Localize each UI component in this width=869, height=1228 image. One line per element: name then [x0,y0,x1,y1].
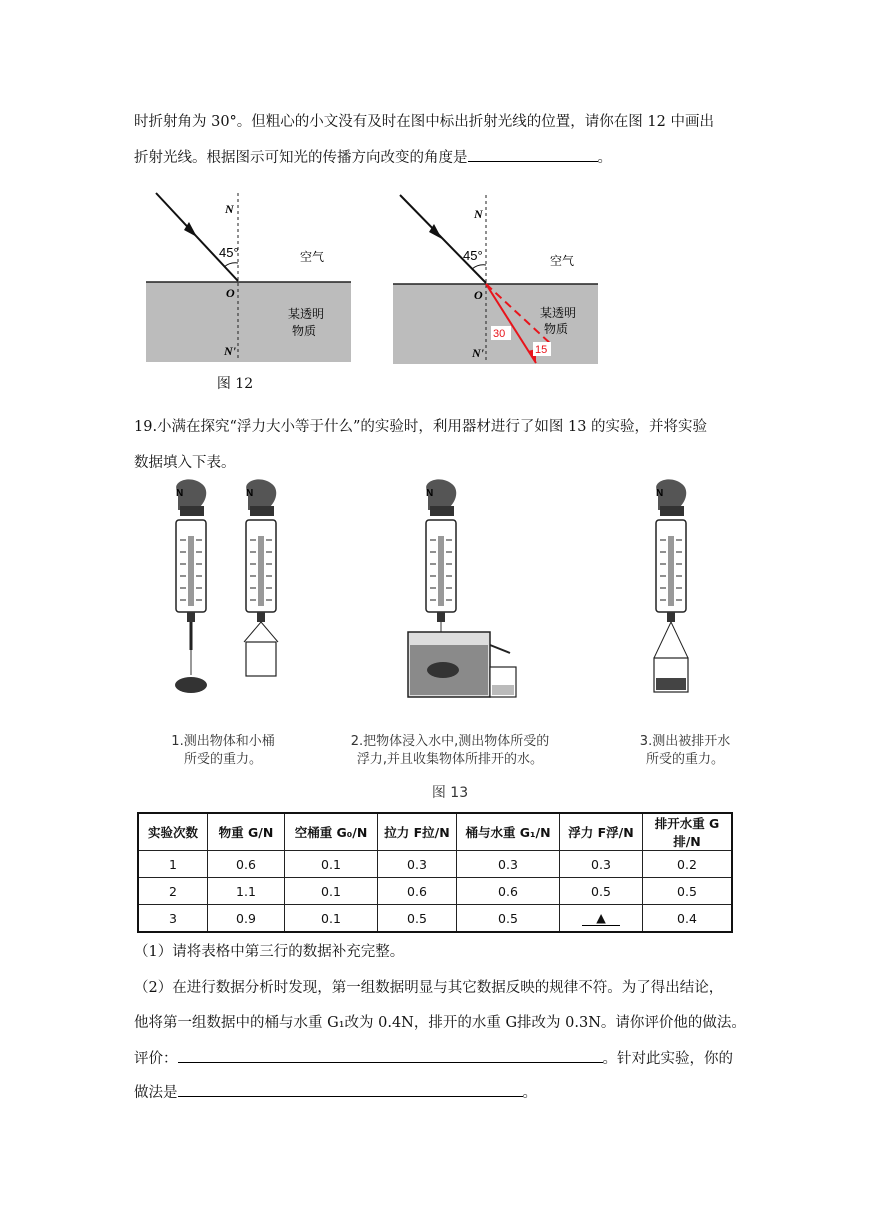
medium-block [146,282,351,362]
table-cell: 0.6 [457,878,560,905]
table-cell: 0.3 [457,851,560,878]
label-angle: 45° [219,245,239,260]
table-cell: 0.5 [560,878,643,905]
table-cell-blank[interactable] [560,905,643,933]
overflow-beaker [408,632,516,697]
scale-letter-1: N [176,488,184,499]
label-medium-1: 某透明 [288,307,325,321]
label-medium-2: 物质 [292,324,317,338]
table-row [138,851,732,878]
method-answer-blank[interactable] [178,1081,523,1097]
figure-13 [140,475,740,705]
step-2-line-2: 浮力,并且收集物体所排开的水。 [356,752,544,767]
table-row [138,905,732,933]
angle-arc [472,265,486,269]
spring-scale-4 [654,479,688,692]
label-o: O [474,288,483,302]
table-cell: 1.1 [208,878,285,905]
label-angle: 45° [463,248,483,263]
table-cell: 0.6 [208,851,285,878]
figure-13-caption: 图 13 [431,785,469,801]
table-cell: 0.1 [285,851,378,878]
answer-blank-angle[interactable] [468,146,598,162]
label-n-bottom: N' [224,344,236,358]
intro-line-1: 时折射角为 30°。但粗心的小文没有及时在图中标出折射光线的位置，请你在图 12 中画出 [134,114,714,130]
scale-letter-4: N [656,488,664,499]
label-medium-2: 物质 [544,322,569,336]
data-table [137,812,733,933]
step-2-line-1: 2.把物体浸入水中,测出物体所受的 [350,734,550,749]
table-cell: 2 [138,878,208,905]
table-cell: 3 [138,905,208,933]
q19-line-2: 数据填入下表。 [134,455,236,471]
intro-line-2-end: 。 [597,150,612,166]
figure-12-left [140,185,355,365]
table-cell: 1 [138,851,208,878]
scale-letter-2: N [246,488,254,499]
step-1-line-2: 所受的重力。 [183,752,262,767]
figure-12-right [390,185,600,367]
sub-question-2-line-4 [134,1081,537,1103]
evaluation-label: 评价： [134,1051,178,1067]
table-header: 桶与水重 G₁/N [457,813,560,851]
table-cell: 0.3 [378,851,457,878]
label-o: O [226,286,235,300]
triangle-blank-icon: ▲ [582,910,620,926]
spring-scale-1 [175,479,207,693]
table-cell: 0.9 [208,905,285,933]
table-header-row [138,813,732,851]
intro-line-2-text: 折射光线。根据图示可知光的传播方向改变的角度是 [134,150,468,166]
sub-question-1: （1）请将表格中第三行的数据补充完整。 [134,944,405,960]
table-header: 物重 G/N [208,813,285,851]
step-2-caption [305,733,595,769]
table-cell: 0.5 [457,905,560,933]
spring-scale-2 [244,479,278,676]
sub-question-2-line-1: （2）在进行数据分析时发现，第一组数据明显与其它数据反映的规律不符。为了得出结论， [134,980,724,996]
sub-question-2-line-2: 他将第一组数据中的桶与水重 G₁改为 0.4N，排开的水重 G排改为 0.3N。请你评价他的做法。 [134,1015,746,1031]
table-header: 空桶重 G₀/N [285,813,378,851]
step-3-caption [615,733,755,769]
figure-12-caption: 图 12 [216,376,254,392]
table-cell: 0.1 [285,905,378,933]
angle-arc [224,263,238,267]
step-1-caption [148,733,298,769]
label-n-top: N [474,207,483,221]
empty-bucket-icon [246,642,276,676]
q19-line-1: 19.小满在探究“浮力大小等于什么”的实验时，利用器材进行了如图 13 的实验，并将实验 [134,419,708,435]
evaluation-answer-blank[interactable] [178,1047,603,1063]
evaluation-suffix: 。针对此实验，你的 [602,1051,733,1067]
table-row [138,878,732,905]
intro-line-2 [134,146,612,168]
label-air: 空气 [300,250,325,264]
red-label-15: 15 [535,344,548,356]
method-suffix: 。 [522,1085,537,1101]
label-n-top: N [225,202,234,216]
object-icon [175,677,207,693]
red-label-30: 30 [493,328,506,340]
table-header: 实验次数 [138,813,208,851]
table-cell: 0.4 [643,905,733,933]
table-cell: 0.3 [560,851,643,878]
step-1-line-1: 1.测出物体和小桶 [171,734,275,749]
label-n-bottom: N' [472,346,484,360]
method-label: 做法是 [134,1085,178,1101]
sub-question-2-line-3 [134,1047,733,1069]
table-header: 拉力 F拉/N [378,813,457,851]
table-cell: 0.5 [643,878,733,905]
table-cell: 0.5 [378,905,457,933]
label-air: 空气 [550,254,575,268]
table-cell: 0.6 [378,878,457,905]
table-header: 排开水重 G排/N [643,813,733,851]
step-3-line-1: 3.测出被排开水 [639,734,731,749]
table-cell: 0.1 [285,878,378,905]
step-3-line-2: 所受的重力。 [645,752,724,767]
label-medium-1: 某透明 [540,306,577,320]
table-cell: 0.2 [643,851,733,878]
table-header: 浮力 F浮/N [560,813,643,851]
scale-letter-3: N [426,488,434,499]
